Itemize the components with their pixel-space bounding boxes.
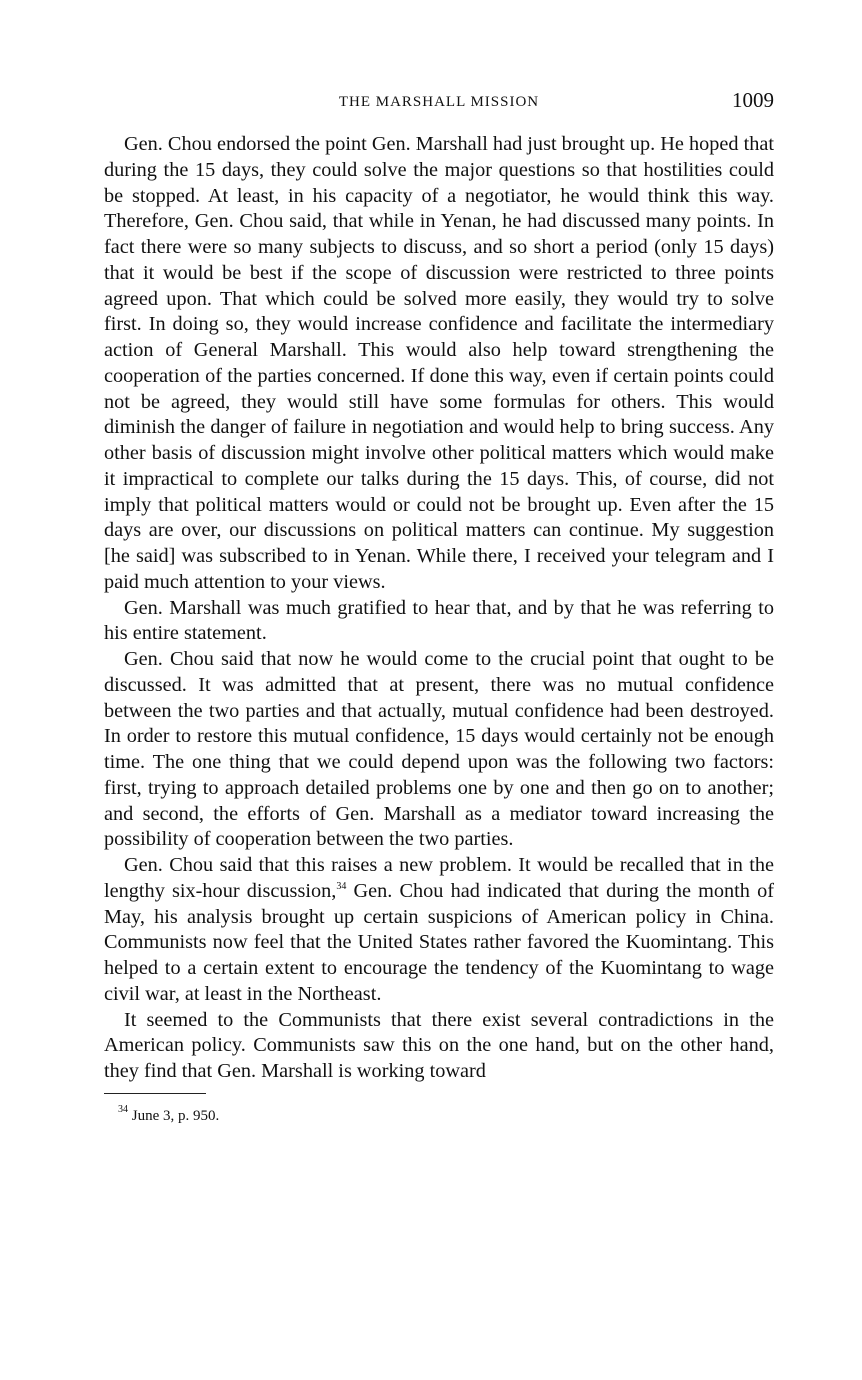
paragraph-text: It seemed to the Communists that there exist several contradictions in the American policy. Communists saw this on the one hand, but on the other hand, they find that Gen. Marshall is working toward [104,1008,774,1082]
footnote-reference: 34 [336,880,347,892]
footnote [104,1103,774,1126]
page-number: 1009 [732,88,774,112]
paragraph [104,1008,774,1085]
footnote-divider [104,1093,206,1094]
body-text [104,132,774,1085]
paragraph-text: Gen. Chou endorsed the point Gen. Marshall had just brought up. He hoped that during the 15 days, they could solve the major questions so that hostilities could be stopped. At least, in his capacity of a negotiator, he would think this way. Therefore, Gen. Chou said, that while in Yenan, he had discussed many points. In fact there were so many subjects to discuss, and so short a period (only 15 days) that it would be best if the scope of discussion were restricted to three points agreed upon. That which could be solved more easily, they would try to solve first. In doing so, they would increase confidence and facilitate the intermediary action of General Marshall. This would also help toward strengthening the cooperation of the parties concerned. If done this way, even if certain points could not be agreed, they would still have some formulas for others. This would diminish the danger of failure in negotiation and would help to bring success. Any other basis of discussion might involve other political matters which would make it impractical to complete our talks during the 15 days. This, of course, did not imply that political matters would or could not be brought up. Even after the 15 days are over, our discussions on political matters can continue. My suggestion [he said] was subscribed to in Yenan. While there, I received your telegram and I paid much attention to your views. [104,133,775,593]
paragraph [104,132,774,596]
paragraph-text: Gen. Chou said that this raises a new problem. It would be recalled that in the lengthy six-hour discussion, [104,854,774,902]
paragraph [104,647,774,853]
paragraph [104,596,774,648]
footnote-marker: 34 [118,1103,128,1115]
running-title: THE MARSHALL MISSION [338,94,540,110]
paragraph-text: Gen. Chou had indicated that during the month of May, his analysis brought up certain suspicions of American policy in China. Communists now feel that the United States rather favored the Kuomintang. This helped to a certain extent to encourage the tendency of the Kuomintang to wage civil war, at least in the Northeast. [104,879,774,1005]
paragraph [104,853,774,1008]
running-header [104,88,774,118]
paragraph-text: Gen. Marshall was much gratified to hear that, and by that he was referring to his entire statement. [104,596,774,645]
document-page [104,88,774,1126]
paragraph-text: Gen. Chou said that now he would come to the crucial point that ought to be discussed. It was admitted that at present, there was no mutual confidence between the two parties and that actually, mutual confidence had been destroyed. In order to restore this mutual confidence, 15 days would certainly not be enough time. The one thing that we could depend upon was the following two factors: first, trying to approach detailed problems one by one and then go on to another; and second, the efforts of Gen. Marshall as a mediator toward increasing the possibility of cooperation between the two parties. [104,648,774,851]
footnote-text: June 3, p. 950. [128,1107,220,1124]
